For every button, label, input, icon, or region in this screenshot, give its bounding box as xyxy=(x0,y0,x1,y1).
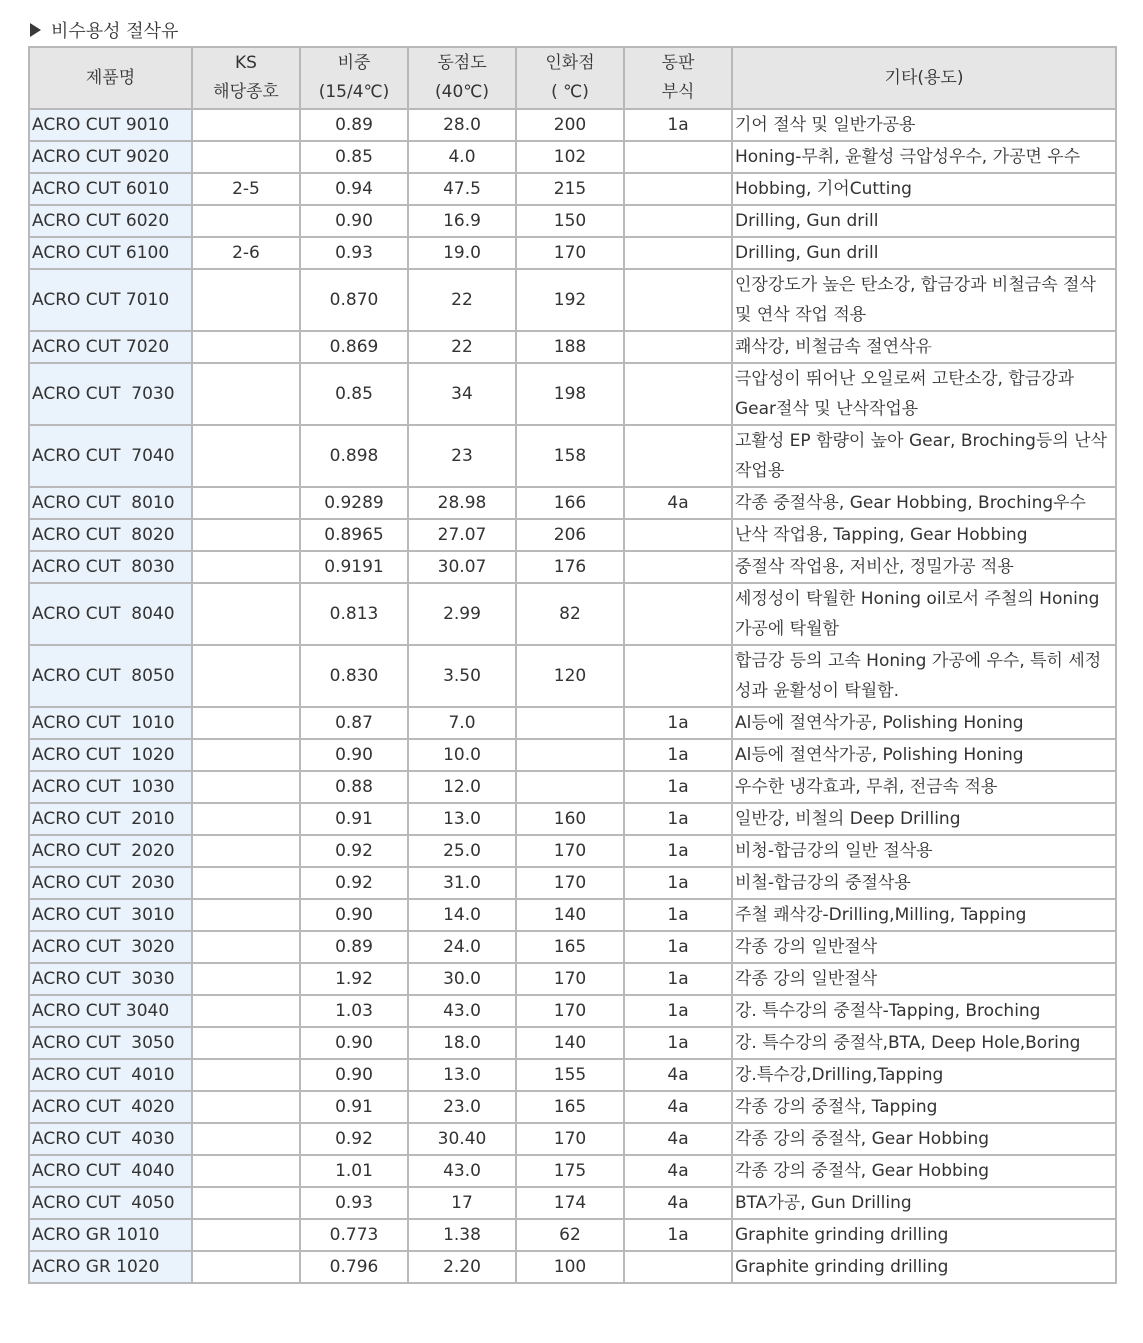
viscosity-cell: 28.98 xyxy=(408,487,516,519)
specific-gravity-cell: 0.91 xyxy=(300,1091,408,1123)
ks-grade-cell xyxy=(192,487,300,519)
ks-grade-cell xyxy=(192,1219,300,1251)
copper-corrosion-cell: 4a xyxy=(624,1059,732,1091)
specific-gravity-cell: 0.90 xyxy=(300,1059,408,1091)
copper-corrosion-cell xyxy=(624,363,732,425)
header-viscosity: 동점도 (40℃) xyxy=(408,47,516,109)
ks-grade-cell xyxy=(192,899,300,931)
table-row xyxy=(29,995,1116,1027)
viscosity-cell: 23.0 xyxy=(408,1091,516,1123)
flash-point-cell: 165 xyxy=(516,1091,624,1123)
triangle-bullet-icon xyxy=(30,23,41,37)
product-name-cell: ACRO CUT 4030 xyxy=(29,1123,192,1155)
copper-corrosion-cell: 4a xyxy=(624,1187,732,1219)
copper-corrosion-cell: 1a xyxy=(624,803,732,835)
product-name-cell: ACRO CUT 8020 xyxy=(29,519,192,551)
table-row xyxy=(29,425,1116,487)
product-name-cell: ACRO CUT 7030 xyxy=(29,363,192,425)
flash-point-cell: 100 xyxy=(516,1251,624,1283)
product-name-cell: ACRO CUT 8030 xyxy=(29,551,192,583)
specific-gravity-cell: 0.898 xyxy=(300,425,408,487)
copper-corrosion-cell: 1a xyxy=(624,867,732,899)
flash-point-cell: 82 xyxy=(516,583,624,645)
copper-corrosion-cell: 4a xyxy=(624,1091,732,1123)
viscosity-cell: 30.0 xyxy=(408,963,516,995)
usage-cell: 극압성이 뛰어난 오일로써 고탄소강, 합금강과 Gear절삭 및 난삭작업용 xyxy=(732,363,1116,425)
product-name-cell: ACRO CUT 3040 xyxy=(29,995,192,1027)
specific-gravity-cell: 1.03 xyxy=(300,995,408,1027)
header-copper-corrosion: 동판 부식 xyxy=(624,47,732,109)
viscosity-cell: 30.40 xyxy=(408,1123,516,1155)
ks-grade-cell xyxy=(192,141,300,173)
specific-gravity-cell: 0.92 xyxy=(300,867,408,899)
table-body xyxy=(29,109,1116,1283)
ks-grade-cell xyxy=(192,771,300,803)
specific-gravity-cell: 1.01 xyxy=(300,1155,408,1187)
product-name-cell: ACRO CUT 7020 xyxy=(29,331,192,363)
flash-point-cell: 158 xyxy=(516,425,624,487)
copper-corrosion-cell xyxy=(624,269,732,331)
flash-point-cell xyxy=(516,771,624,803)
viscosity-cell: 14.0 xyxy=(408,899,516,931)
usage-cell: 쾌삭강, 비철금속 절연삭유 xyxy=(732,331,1116,363)
viscosity-cell: 13.0 xyxy=(408,1059,516,1091)
viscosity-cell: 2.99 xyxy=(408,583,516,645)
header-specific-gravity: 비중 (15/4℃) xyxy=(300,47,408,109)
table-row xyxy=(29,109,1116,141)
usage-cell: 비청-합금강의 일반 절삭용 xyxy=(732,835,1116,867)
ks-grade-cell xyxy=(192,645,300,707)
usage-cell: Honing-무취, 윤활성 극압성우수, 가공면 우수 xyxy=(732,141,1116,173)
viscosity-cell: 23 xyxy=(408,425,516,487)
copper-corrosion-cell: 1a xyxy=(624,995,732,1027)
usage-cell: 강. 특수강의 중절삭-Tapping, Broching xyxy=(732,995,1116,1027)
table-row xyxy=(29,1187,1116,1219)
usage-cell: 비철-합금강의 중절삭용 xyxy=(732,867,1116,899)
table-row xyxy=(29,205,1116,237)
specific-gravity-cell: 0.89 xyxy=(300,931,408,963)
product-name-cell: ACRO CUT 4050 xyxy=(29,1187,192,1219)
flash-point-cell: 165 xyxy=(516,931,624,963)
usage-cell: 각종 강의 중절삭, Gear Hobbing xyxy=(732,1123,1116,1155)
table-row xyxy=(29,551,1116,583)
viscosity-cell: 28.0 xyxy=(408,109,516,141)
ks-grade-cell xyxy=(192,867,300,899)
usage-cell: 강.특수강,Drilling,Tapping xyxy=(732,1059,1116,1091)
copper-corrosion-cell xyxy=(624,141,732,173)
table-row xyxy=(29,487,1116,519)
copper-corrosion-cell xyxy=(624,645,732,707)
ks-grade-cell xyxy=(192,707,300,739)
usage-cell: 우수한 냉각효과, 무취, 전금속 적용 xyxy=(732,771,1116,803)
ks-grade-cell xyxy=(192,269,300,331)
viscosity-cell: 24.0 xyxy=(408,931,516,963)
viscosity-cell: 43.0 xyxy=(408,995,516,1027)
flash-point-cell xyxy=(516,739,624,771)
product-name-cell: ACRO CUT 3050 xyxy=(29,1027,192,1059)
copper-corrosion-cell: 1a xyxy=(624,1219,732,1251)
table-row xyxy=(29,583,1116,645)
viscosity-cell: 4.0 xyxy=(408,141,516,173)
product-name-cell: ACRO CUT 8040 xyxy=(29,583,192,645)
viscosity-cell: 34 xyxy=(408,363,516,425)
viscosity-cell: 31.0 xyxy=(408,867,516,899)
copper-corrosion-cell xyxy=(624,1251,732,1283)
flash-point-cell: 170 xyxy=(516,237,624,269)
header-ks-grade: KS 해당종호 xyxy=(192,47,300,109)
specific-gravity-cell: 0.89 xyxy=(300,109,408,141)
usage-cell: 강. 특수강의 중절삭,BTA, Deep Hole,Boring xyxy=(732,1027,1116,1059)
viscosity-cell: 22 xyxy=(408,331,516,363)
specific-gravity-cell: 0.94 xyxy=(300,173,408,205)
specific-gravity-cell: 0.90 xyxy=(300,205,408,237)
viscosity-cell: 13.0 xyxy=(408,803,516,835)
specific-gravity-cell: 0.93 xyxy=(300,1187,408,1219)
product-name-cell: ACRO CUT 4040 xyxy=(29,1155,192,1187)
viscosity-cell: 43.0 xyxy=(408,1155,516,1187)
flash-point-cell: 62 xyxy=(516,1219,624,1251)
viscosity-cell: 17 xyxy=(408,1187,516,1219)
viscosity-cell: 12.0 xyxy=(408,771,516,803)
flash-point-cell: 170 xyxy=(516,995,624,1027)
table-row xyxy=(29,867,1116,899)
copper-corrosion-cell xyxy=(624,173,732,205)
ks-grade-cell: 2-5 xyxy=(192,173,300,205)
ks-grade-cell xyxy=(192,331,300,363)
table-header-row xyxy=(29,47,1116,109)
usage-cell: Graphite grinding drilling xyxy=(732,1251,1116,1283)
usage-cell: 인장강도가 높은 탄소강, 합금강과 비철금속 절삭 및 연삭 작업 적용 xyxy=(732,269,1116,331)
usage-cell: 각종 중절삭용, Gear Hobbing, Broching우수 xyxy=(732,487,1116,519)
ks-grade-cell xyxy=(192,1027,300,1059)
ks-grade-cell xyxy=(192,583,300,645)
product-name-cell: ACRO CUT 6010 xyxy=(29,173,192,205)
table-row xyxy=(29,1059,1116,1091)
product-name-cell: ACRO CUT 2030 xyxy=(29,867,192,899)
ks-grade-cell xyxy=(192,1155,300,1187)
flash-point-cell: 166 xyxy=(516,487,624,519)
table-row xyxy=(29,803,1116,835)
usage-cell: BTA가공, Gun Drilling xyxy=(732,1187,1116,1219)
flash-point-cell: 150 xyxy=(516,205,624,237)
header-flash-point: 인화점 ( ℃) xyxy=(516,47,624,109)
copper-corrosion-cell: 1a xyxy=(624,835,732,867)
flash-point-cell: 170 xyxy=(516,835,624,867)
table-row xyxy=(29,931,1116,963)
product-name-cell: ACRO CUT 4020 xyxy=(29,1091,192,1123)
header-usage: 기타(용도) xyxy=(732,47,1116,109)
specific-gravity-cell: 0.870 xyxy=(300,269,408,331)
ks-grade-cell xyxy=(192,995,300,1027)
flash-point-cell: 155 xyxy=(516,1059,624,1091)
ks-grade-cell xyxy=(192,363,300,425)
flash-point-cell: 140 xyxy=(516,899,624,931)
specific-gravity-cell: 0.9289 xyxy=(300,487,408,519)
copper-corrosion-cell: 1a xyxy=(624,931,732,963)
copper-corrosion-cell xyxy=(624,331,732,363)
usage-cell: 중절삭 작업용, 저비산, 정밀가공 적용 xyxy=(732,551,1116,583)
flash-point-cell: 170 xyxy=(516,963,624,995)
usage-cell: 각종 강의 일반절삭 xyxy=(732,931,1116,963)
specific-gravity-cell: 0.869 xyxy=(300,331,408,363)
ks-grade-cell xyxy=(192,519,300,551)
copper-corrosion-cell: 1a xyxy=(624,739,732,771)
table-row xyxy=(29,1251,1116,1283)
ks-grade-cell xyxy=(192,205,300,237)
table-row xyxy=(29,363,1116,425)
ks-grade-cell xyxy=(192,425,300,487)
flash-point-cell xyxy=(516,707,624,739)
cutting-oil-spec-table xyxy=(28,46,1117,1284)
table-row xyxy=(29,237,1116,269)
specific-gravity-cell: 0.90 xyxy=(300,739,408,771)
viscosity-cell: 25.0 xyxy=(408,835,516,867)
ks-grade-cell xyxy=(192,551,300,583)
ks-grade-cell xyxy=(192,931,300,963)
usage-cell: Drilling, Gun drill xyxy=(732,205,1116,237)
usage-cell: 각종 강의 일반절삭 xyxy=(732,963,1116,995)
viscosity-cell: 19.0 xyxy=(408,237,516,269)
table-row xyxy=(29,331,1116,363)
usage-cell: 세정성이 탁월한 Honing oil로서 주철의 Honing가공에 탁월함 xyxy=(732,583,1116,645)
specific-gravity-cell: 0.85 xyxy=(300,363,408,425)
table-row xyxy=(29,739,1116,771)
usage-cell: 난삭 작업용, Tapping, Gear Hobbing xyxy=(732,519,1116,551)
usage-cell: 각종 강의 중절삭, Tapping xyxy=(732,1091,1116,1123)
copper-corrosion-cell xyxy=(624,583,732,645)
specific-gravity-cell: 0.88 xyxy=(300,771,408,803)
specific-gravity-cell: 0.85 xyxy=(300,141,408,173)
viscosity-cell: 1.38 xyxy=(408,1219,516,1251)
usage-cell: 각종 강의 중절삭, Gear Hobbing xyxy=(732,1155,1116,1187)
product-name-cell: ACRO GR 1010 xyxy=(29,1219,192,1251)
flash-point-cell: 200 xyxy=(516,109,624,141)
specific-gravity-cell: 0.773 xyxy=(300,1219,408,1251)
flash-point-cell: 175 xyxy=(516,1155,624,1187)
viscosity-cell: 30.07 xyxy=(408,551,516,583)
flash-point-cell: 176 xyxy=(516,551,624,583)
usage-cell: Hobbing, 기어Cutting xyxy=(732,173,1116,205)
specific-gravity-cell: 0.87 xyxy=(300,707,408,739)
table-row xyxy=(29,1219,1116,1251)
ks-grade-cell: 2-6 xyxy=(192,237,300,269)
ks-grade-cell xyxy=(192,803,300,835)
product-name-cell: ACRO CUT 7010 xyxy=(29,269,192,331)
flash-point-cell: 192 xyxy=(516,269,624,331)
product-name-cell: ACRO CUT 1030 xyxy=(29,771,192,803)
specific-gravity-cell: 0.813 xyxy=(300,583,408,645)
viscosity-cell: 16.9 xyxy=(408,205,516,237)
table-row xyxy=(29,645,1116,707)
ks-grade-cell xyxy=(192,1187,300,1219)
specific-gravity-cell: 1.92 xyxy=(300,963,408,995)
product-name-cell: ACRO CUT 9020 xyxy=(29,141,192,173)
table-row xyxy=(29,269,1116,331)
specific-gravity-cell: 0.93 xyxy=(300,237,408,269)
specific-gravity-cell: 0.8965 xyxy=(300,519,408,551)
copper-corrosion-cell: 1a xyxy=(624,1027,732,1059)
flash-point-cell: 102 xyxy=(516,141,624,173)
specific-gravity-cell: 0.90 xyxy=(300,899,408,931)
header-product: 제품명 xyxy=(29,47,192,109)
table-row xyxy=(29,835,1116,867)
flash-point-cell: 215 xyxy=(516,173,624,205)
flash-point-cell: 206 xyxy=(516,519,624,551)
usage-cell: Graphite grinding drilling xyxy=(732,1219,1116,1251)
table-row xyxy=(29,771,1116,803)
product-name-cell: ACRO CUT 1020 xyxy=(29,739,192,771)
product-name-cell: ACRO CUT 3020 xyxy=(29,931,192,963)
usage-cell: 주철 쾌삭강-Drilling,Milling, Tapping xyxy=(732,899,1116,931)
viscosity-cell: 10.0 xyxy=(408,739,516,771)
copper-corrosion-cell xyxy=(624,519,732,551)
flash-point-cell: 140 xyxy=(516,1027,624,1059)
table-row xyxy=(29,173,1116,205)
copper-corrosion-cell: 1a xyxy=(624,899,732,931)
viscosity-cell: 7.0 xyxy=(408,707,516,739)
specific-gravity-cell: 0.92 xyxy=(300,835,408,867)
copper-corrosion-cell xyxy=(624,425,732,487)
usage-cell: Al등에 절연삭가공, Polishing Honing xyxy=(732,707,1116,739)
ks-grade-cell xyxy=(192,1123,300,1155)
specific-gravity-cell: 0.796 xyxy=(300,1251,408,1283)
specific-gravity-cell: 0.9191 xyxy=(300,551,408,583)
usage-cell: 합금강 등의 고속 Honing 가공에 우수, 특히 세정성과 윤활성이 탁월함. xyxy=(732,645,1116,707)
product-name-cell: ACRO CUT 8010 xyxy=(29,487,192,519)
section-title: 비수용성 절삭유 xyxy=(51,21,179,42)
ks-grade-cell xyxy=(192,1091,300,1123)
product-name-cell: ACRO CUT 2010 xyxy=(29,803,192,835)
ks-grade-cell xyxy=(192,1251,300,1283)
flash-point-cell: 120 xyxy=(516,645,624,707)
copper-corrosion-cell xyxy=(624,551,732,583)
table-row xyxy=(29,707,1116,739)
usage-cell: 일반강, 비철의 Deep Drilling xyxy=(732,803,1116,835)
table-row xyxy=(29,1091,1116,1123)
viscosity-cell: 2.20 xyxy=(408,1251,516,1283)
ks-grade-cell xyxy=(192,963,300,995)
flash-point-cell: 160 xyxy=(516,803,624,835)
ks-grade-cell xyxy=(192,1059,300,1091)
flash-point-cell: 170 xyxy=(516,867,624,899)
copper-corrosion-cell: 1a xyxy=(624,771,732,803)
viscosity-cell: 27.07 xyxy=(408,519,516,551)
table-row xyxy=(29,899,1116,931)
copper-corrosion-cell: 1a xyxy=(624,109,732,141)
table-row xyxy=(29,963,1116,995)
viscosity-cell: 22 xyxy=(408,269,516,331)
flash-point-cell: 170 xyxy=(516,1123,624,1155)
copper-corrosion-cell: 4a xyxy=(624,487,732,519)
product-name-cell: ACRO CUT 8050 xyxy=(29,645,192,707)
product-name-cell: ACRO CUT 2020 xyxy=(29,835,192,867)
copper-corrosion-cell xyxy=(624,205,732,237)
product-name-cell: ACRO GR 1020 xyxy=(29,1251,192,1283)
flash-point-cell: 174 xyxy=(516,1187,624,1219)
product-name-cell: ACRO CUT 3030 xyxy=(29,963,192,995)
copper-corrosion-cell: 1a xyxy=(624,707,732,739)
product-name-cell: ACRO CUT 4010 xyxy=(29,1059,192,1091)
usage-cell: Al등에 절연삭가공, Polishing Honing xyxy=(732,739,1116,771)
ks-grade-cell xyxy=(192,739,300,771)
specific-gravity-cell: 0.830 xyxy=(300,645,408,707)
product-name-cell: ACRO CUT 6100 xyxy=(29,237,192,269)
product-name-cell: ACRO CUT 9010 xyxy=(29,109,192,141)
flash-point-cell: 198 xyxy=(516,363,624,425)
viscosity-cell: 18.0 xyxy=(408,1027,516,1059)
specific-gravity-cell: 0.92 xyxy=(300,1123,408,1155)
table-row xyxy=(29,519,1116,551)
copper-corrosion-cell: 1a xyxy=(624,963,732,995)
copper-corrosion-cell xyxy=(624,237,732,269)
table-row xyxy=(29,141,1116,173)
viscosity-cell: 3.50 xyxy=(408,645,516,707)
copper-corrosion-cell: 4a xyxy=(624,1155,732,1187)
product-name-cell: ACRO CUT 1010 xyxy=(29,707,192,739)
viscosity-cell: 47.5 xyxy=(408,173,516,205)
product-name-cell: ACRO CUT 6020 xyxy=(29,205,192,237)
table-row xyxy=(29,1027,1116,1059)
ks-grade-cell xyxy=(192,109,300,141)
product-name-cell: ACRO CUT 7040 xyxy=(29,425,192,487)
specific-gravity-cell: 0.91 xyxy=(300,803,408,835)
table-row xyxy=(29,1155,1116,1187)
usage-cell: Drilling, Gun drill xyxy=(732,237,1116,269)
section-heading xyxy=(30,18,178,42)
flash-point-cell: 188 xyxy=(516,331,624,363)
specific-gravity-cell: 0.90 xyxy=(300,1027,408,1059)
table-row xyxy=(29,1123,1116,1155)
product-name-cell: ACRO CUT 3010 xyxy=(29,899,192,931)
copper-corrosion-cell: 4a xyxy=(624,1123,732,1155)
usage-cell: 기어 절삭 및 일반가공용 xyxy=(732,109,1116,141)
ks-grade-cell xyxy=(192,835,300,867)
usage-cell: 고활성 EP 함량이 높아 Gear, Broching등의 난삭작업용 xyxy=(732,425,1116,487)
